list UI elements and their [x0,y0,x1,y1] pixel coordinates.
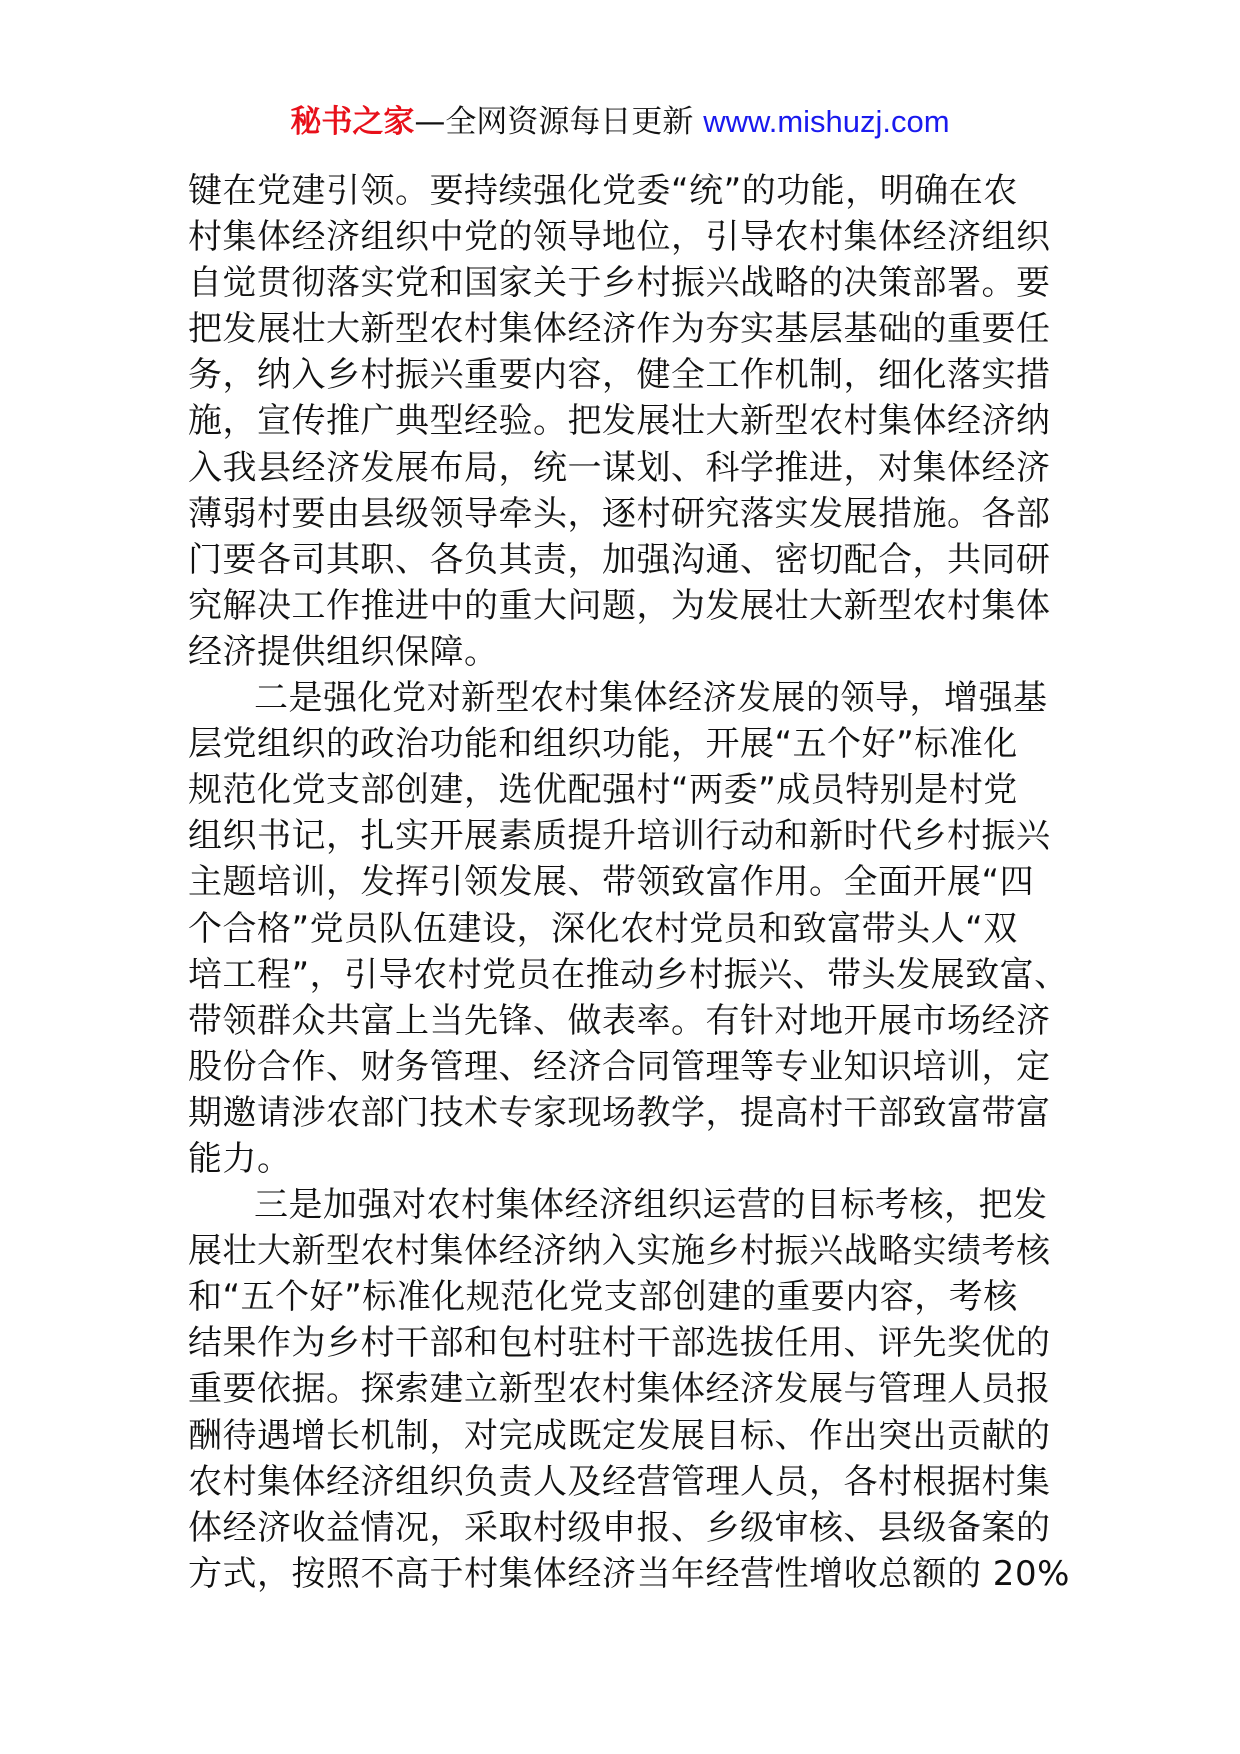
text-line: 方式，按照不高于村集体经济当年经营性增收总额的 20% [188,1553,1070,1594]
text-line: 重要依据。探索建立新型农村集体经济发展与管理人员报 [188,1369,1051,1410]
text-line: 门要各司其职、各负其责，加强沟通、密切配合，共同研 [188,539,1051,580]
text-line: 股份合作、财务管理、经济合同管理等专业知识培训，定 [188,1046,1051,1087]
text-line: 能力。 [188,1138,292,1179]
paragraph-first-line: 三是加强对农村集体经济组织运营的目标考核，把发 [254,1185,1048,1226]
text-line: 展壮大新型农村集体经济纳入实施乡村振兴战略实绩考核 [188,1231,1051,1272]
text-line: 结果作为乡村干部和包村驻村干部选拔任用、评先奖优的 [188,1323,1051,1364]
text-line: 施，宣传推广典型经验。把发展壮大新型农村集体经济纳 [188,401,1051,442]
text-line: 农村集体经济组织负责人及经营管理人员，各村根据村集 [188,1461,1051,1502]
text-line: 经济提供组织保障。 [188,631,499,672]
text-line: 和“五个好”标准化规范化党支部创建的重要内容，考核 [188,1277,1018,1318]
text-line: 把发展壮大新型农村集体经济作为夯实基层基础的重要任 [188,309,1051,350]
document-body [188,168,1068,1597]
text-line: 期邀请涉农部门技术专家现场教学，提高村干部致富带富 [188,1092,1051,1133]
text-line: 组织书记，扎实开展素质提升培训行动和新时代乡村振兴 [188,816,1051,857]
text-line: 酬待遇增长机制，对完成既定发展目标、作出突出贡献的 [188,1415,1051,1456]
text-line: 培工程”，引导农村党员在推动乡村振兴、带头发展致富、 [188,954,1069,995]
text-line: 带领群众共富上当先锋、做表率。有针对地开展市场经济 [188,1000,1051,1041]
text-line: 键在党建引领。要持续强化党委“统”的功能，明确在农 [188,171,1018,211]
site-header [0,100,1240,144]
text-line: 自觉贯彻落实党和国家关于乡村振兴战略的决策部署。要 [188,263,1051,304]
brand-name: 秘书之家 [290,104,415,140]
text-line: 个合格”党员队伍建设，深化农村党员和致富带头人“双 [188,908,1018,949]
text-line: 村集体经济组织中党的领导地位，引导农村集体经济组织 [188,217,1051,258]
text-line: 主题培训，发挥引领发展、带领致富作用。全面开展“四 [188,862,1035,903]
site-url-link[interactable]: www.mishuzj.com [703,104,950,139]
header-tagline: —全网资源每日更新 [414,104,704,140]
text-line: 务，纳入乡村振兴重要内容，健全工作机制，细化落实措 [188,355,1051,396]
text-line: 究解决工作推进中的重大问题，为发展壮大新型农村集体 [188,585,1051,626]
paragraph-first-line: 二是强化党对新型农村集体经济发展的领导，增强基 [254,678,1048,719]
text-line: 薄弱村要由县级领导牵头，逐村研究落实发展措施。各部 [188,493,1051,534]
text-line: 规范化党支部创建，选优配强村“两委”成员特别是村党 [188,770,1018,811]
text-line: 入我县经济发展布局，统一谋划、科学推进，对集体经济 [188,447,1051,488]
text-line: 体经济收益情况，采取村级申报、乡级审核、县级备案的 [188,1507,1051,1548]
text-line: 层党组织的政治功能和组织功能，开展“五个好”标准化 [188,724,1018,765]
